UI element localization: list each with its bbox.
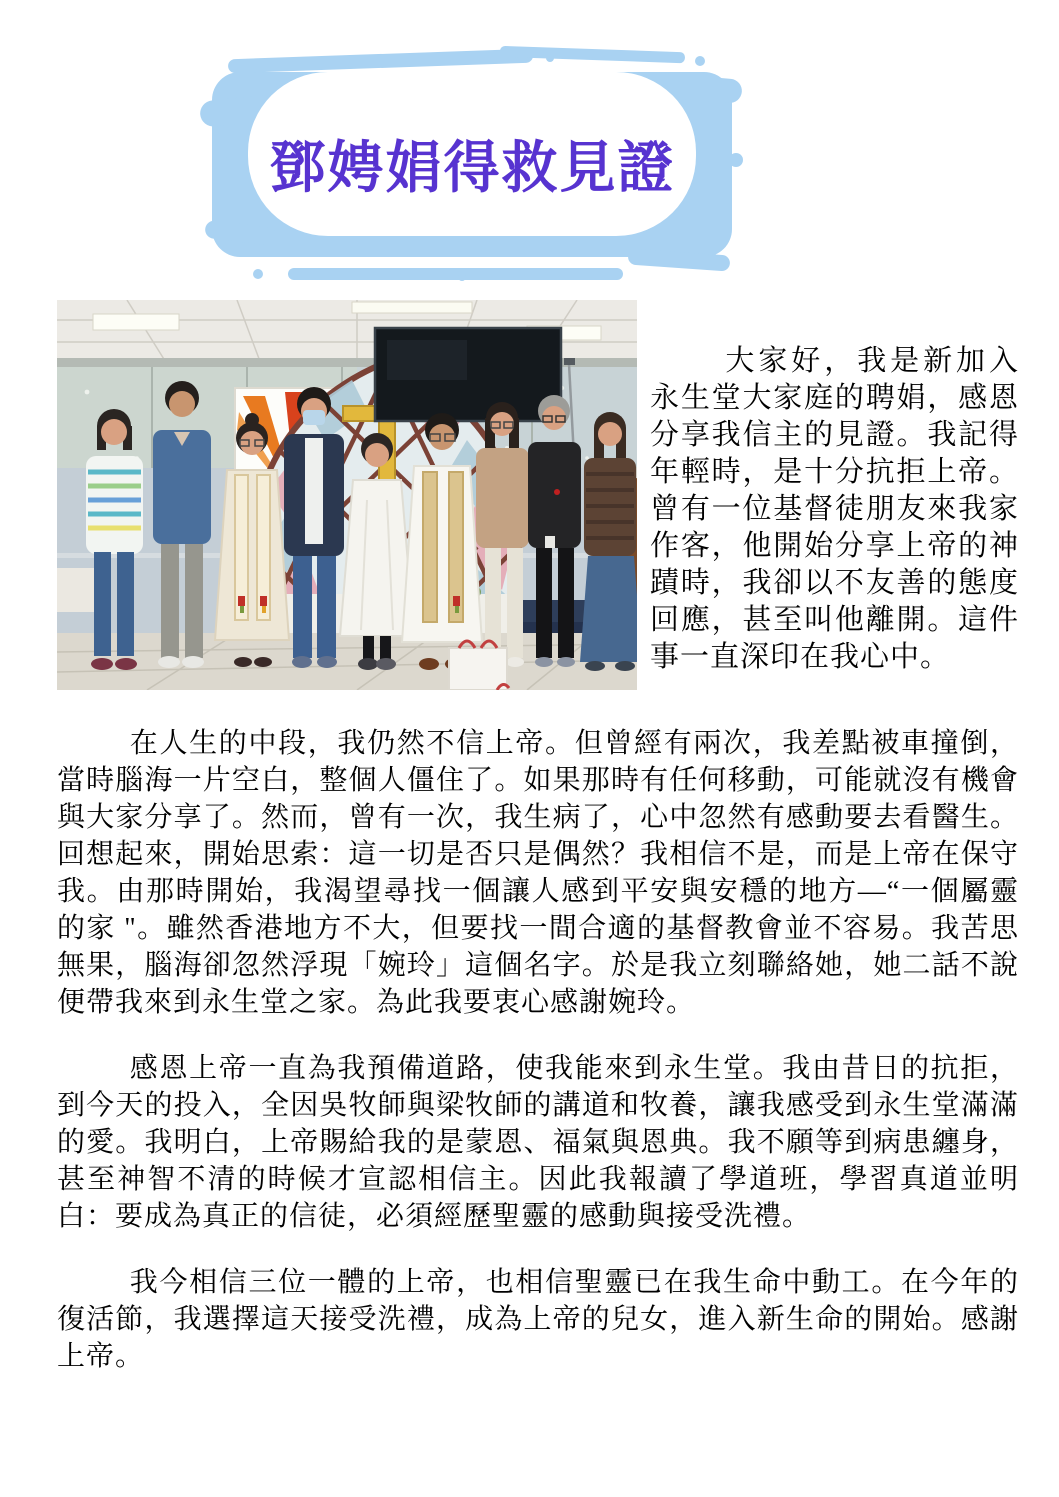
page-title: 鄧娉娟得救見證 bbox=[269, 136, 676, 201]
title-banner bbox=[200, 42, 745, 292]
paragraph-intro: 大家好，我是新加入永生堂大家庭的聘娟，感恩分享我信主的見證。我記得年輕時，是十分抗拒上帝。曾有一位基督徒朋友來我家作客，他開始分享上帝的神蹟時，我卻以不友善的態度回應，甚至叫他離開。這件事一直深印在我心中。 bbox=[650, 345, 1019, 673]
gift-bag bbox=[449, 641, 509, 690]
paragraph-2: 在人生的中段，我仍然不信上帝。但曾經有兩次，我差點被車撞倒，當時腦海一片空白，整個人僵住了。如果那時有任何移動，可能就沒有機會與大家分享了。然而，曾有一次，我生病了，心中忽然有感動要去看醫生。回想起來，開始思索：這一切是否只是偶然？我相信不是，而是上帝在保守我。由那時開始，我渴望尋找一個讓人感到平安與安穩的地方—“一個屬靈的家 "。雖然香港地方不大，但要找一間合適的基督教會並不容易。我苦思無果，腦海卻忽然浮現「婉玲」這個名字。於是我立刻聯絡她，她二話不說便帶我來到永生堂之家。為此我要衷心感謝婉玲。 bbox=[57, 728, 1019, 1018]
paragraph-4: 我今相信三位一體的上帝，也相信聖靈已在我生命中動工。在今年的復活節，我選擇這天接受洗禮，成為上帝的兒女，進入新生命的開始。感謝上帝。 bbox=[57, 1267, 1019, 1372]
tv-screen bbox=[375, 328, 561, 421]
testimony-body bbox=[57, 725, 1019, 1375]
paragraph-3: 感恩上帝一直為我預備道路，使我能來到永生堂。我由昔日的抗拒，到今天的投入，全因吳牧師與梁牧師的講道和牧養，讓我感受到永生堂滿滿的愛。我明白，上帝賜給我的是蒙恩、福氣與恩典。我不願等到病患纏身，甚至神智不清的時候才宣認相信主。因此我報讀了學道班，學習真道並明白：要成為真正的信徒，必須經歷聖靈的感動與接受洗禮。 bbox=[57, 1053, 1019, 1232]
group-photo bbox=[57, 300, 637, 690]
main-content bbox=[57, 300, 1019, 1404]
